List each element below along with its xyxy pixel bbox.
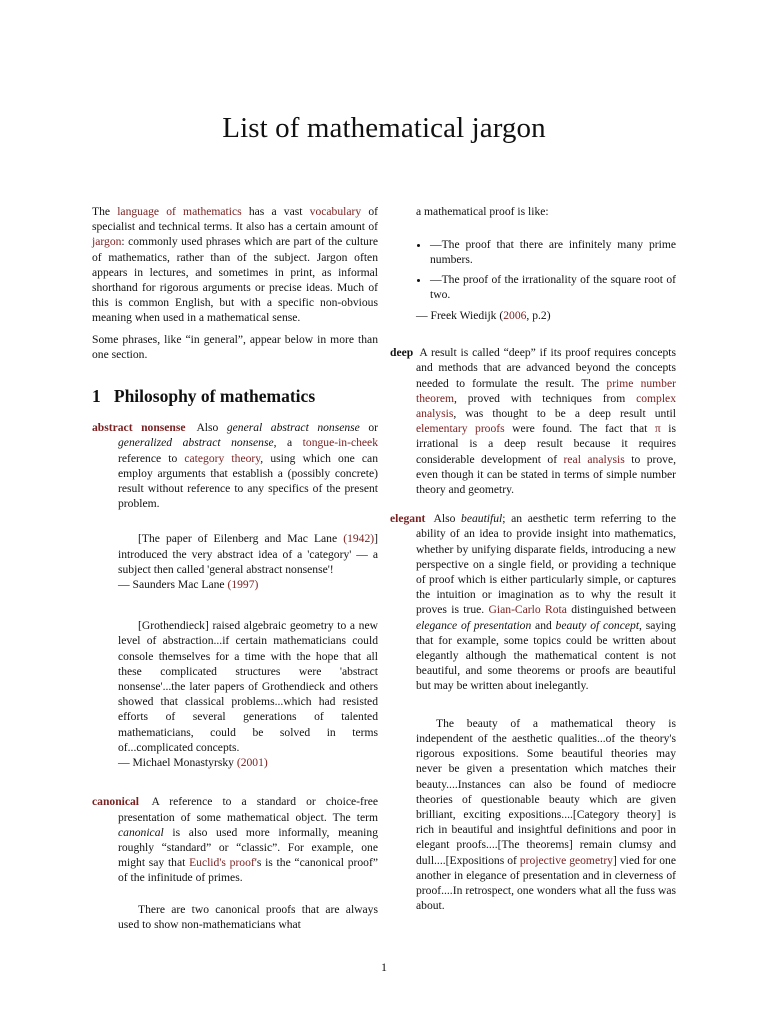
quote-rota: The beauty of a mathematical theory is independent of the aesthetic qualities...of the theory's rigorous expositions. Some beautiful theories may never be given a presentation which matches their beauty....Instances can also be found of mediocre theories of questionable beauty which are given brilliant, exciting expositions....[Category theory] is rich in beautiful and insightful definitions and poor in elegant proofs....[The theorems] remain clumsy and dull....[Expositions of projective geometry] vied for one another in elegance of presentation and in cleverness of proof....In retrospect, one wonders what all the fuss was about. <box>416 716 676 913</box>
term-elegant[interactable]: elegant <box>390 512 426 526</box>
quote-monastyrsky: [Grothendieck] raised algebraic geometry to a new level of abstraction...if certain mathematicians could console themselves for a time with the hope that all these complicated structures were 'abstract nonsense'...the later papers of Grothendieck and others showed that classical problems...which had resisted efforts of several generations of talented mathematicians, could be solved in terms of...complicated concepts. — Michael Monastyrsky (2001) <box>118 619 378 770</box>
page-number: 1 <box>381 960 387 974</box>
link-gian-carlo-rota[interactable]: Gian-Carlo Rota <box>488 603 567 617</box>
left-column <box>92 204 378 932</box>
quote-attribution: — Saunders Mac Lane (1997) <box>118 578 259 592</box>
page-title: List of mathematical jargon <box>222 112 546 144</box>
entry-elegant: elegant Also beautiful; an aesthetic term referring to the ability of an idea to provide insight into mathematics, whether by unifying disparate fields, introducing a new perspective on a single field, or providing a technique of proof which is either particularly simple, or captures the intuition or imagination as to why the result it proves is true. Gian-Carlo Rota distinguished between elegance of presentation and beauty of concept, saying that for example, some topics could be written about elegantly although the mathematical content is not beautiful, and some theorems or proofs are beautiful but may be written about inelegantly. <box>390 512 677 693</box>
intro-paragraph-2: Some phrases, like “in general”, appear below in more than one section. <box>92 332 378 361</box>
list-item: • —The proof of the irrationality of the square root of two. <box>430 272 676 302</box>
link-euclids-proof[interactable]: Euclid's proof <box>189 856 255 870</box>
term-canonical[interactable]: canonical <box>92 795 140 809</box>
section-heading: 1 Philosophy of mathematics <box>92 386 316 407</box>
right-column <box>390 204 676 913</box>
link-real-analysis[interactable]: real analysis <box>563 452 625 466</box>
entry-abstract-nonsense: abstract nonsense Also general abstract nonsense or generalized abstract nonsense, a tongue-in-cheek reference to category theory, using which one can employ arguments that establish a (possibly concrete) result without reference to any specifics of the present problem. <box>92 421 379 511</box>
link-2001[interactable]: (2001) <box>236 756 268 770</box>
link-projective-geometry[interactable]: projective geometry <box>519 853 613 867</box>
quote-mac-lane: [The paper of Eilenberg and Mac Lane (1942)] introduced the very abstract idea of a 'category' — a subject then called 'general abstract nonsense'! — Saunders Mac Lane (1997) <box>118 532 378 592</box>
entry-canonical: canonical A reference to a standard or choice-free presentation of some mathematical object. The term canonical is also used more informally, meaning roughly “standard” or “classic”. For example, one might say that Euclid's proof's is the “canonical proof” of the infinitude of primes. <box>92 795 378 885</box>
link-category-theory[interactable]: category theory <box>184 451 261 465</box>
link-1997[interactable]: (1997) <box>227 578 259 592</box>
link-2006[interactable]: 2006 <box>503 309 527 323</box>
proof-list <box>390 237 676 302</box>
link-prime-number-theorem[interactable]: prime number theorem <box>416 376 676 405</box>
quote-wiedijk-cont: a mathematical proof is like: <box>416 205 549 218</box>
list-item: • —The proof that there are infinitely many prime numbers. <box>430 237 676 267</box>
link-pi[interactable]: π <box>654 422 661 436</box>
link-vocabulary[interactable]: vocabulary <box>309 205 362 218</box>
quote-attribution: — Freek Wiedijk (2006, p.2) <box>416 309 551 323</box>
link-jargon[interactable]: jargon <box>92 235 122 249</box>
term-deep[interactable]: deep <box>390 346 414 360</box>
quote-wiedijk-start: There are two canonical proofs that are always used to show non-mathematicians what <box>118 902 378 931</box>
link-elementary-proofs[interactable]: elementary proofs <box>416 422 505 436</box>
link-tongue-in-cheek[interactable]: tongue-in-cheek <box>302 436 378 450</box>
link-complex-analysis[interactable]: complex analysis <box>416 391 676 421</box>
intro-paragraph: The language of mathematics has a vast vocabulary of specialist and technical terms. It also has a certain amount of jargon: commonly used phrases which are part of the culture of mathematics, rather than of the subject. Jargon often appears in lectures, and sometimes in print, as informal shorthand for rigorous arguments or precise ideas. Much of this is common English, but with a specific non-obvious meaning when used in a mathematical sense. <box>92 205 378 325</box>
entry-deep: deep A result is called “deep” if its proof requires concepts and methods that are advanced beyond the concepts needed to formulate the result. The prime number theorem, proved with techniques from complex analysis, was thought to be a deep result until elementary proofs were found. The fact that π is irrational is a deep result because it requires considerable development of real analysis to prove, even though it can be stated in terms of simple number theory and geometry. <box>390 346 677 497</box>
link-1942[interactable]: (1942) <box>343 532 375 546</box>
term-abstract-nonsense[interactable]: abstract nonsense <box>92 421 186 435</box>
link-language-of-mathematics[interactable]: language of mathematics <box>117 205 242 218</box>
quote-attribution: — Michael Monastyrsky (2001) <box>118 756 268 770</box>
